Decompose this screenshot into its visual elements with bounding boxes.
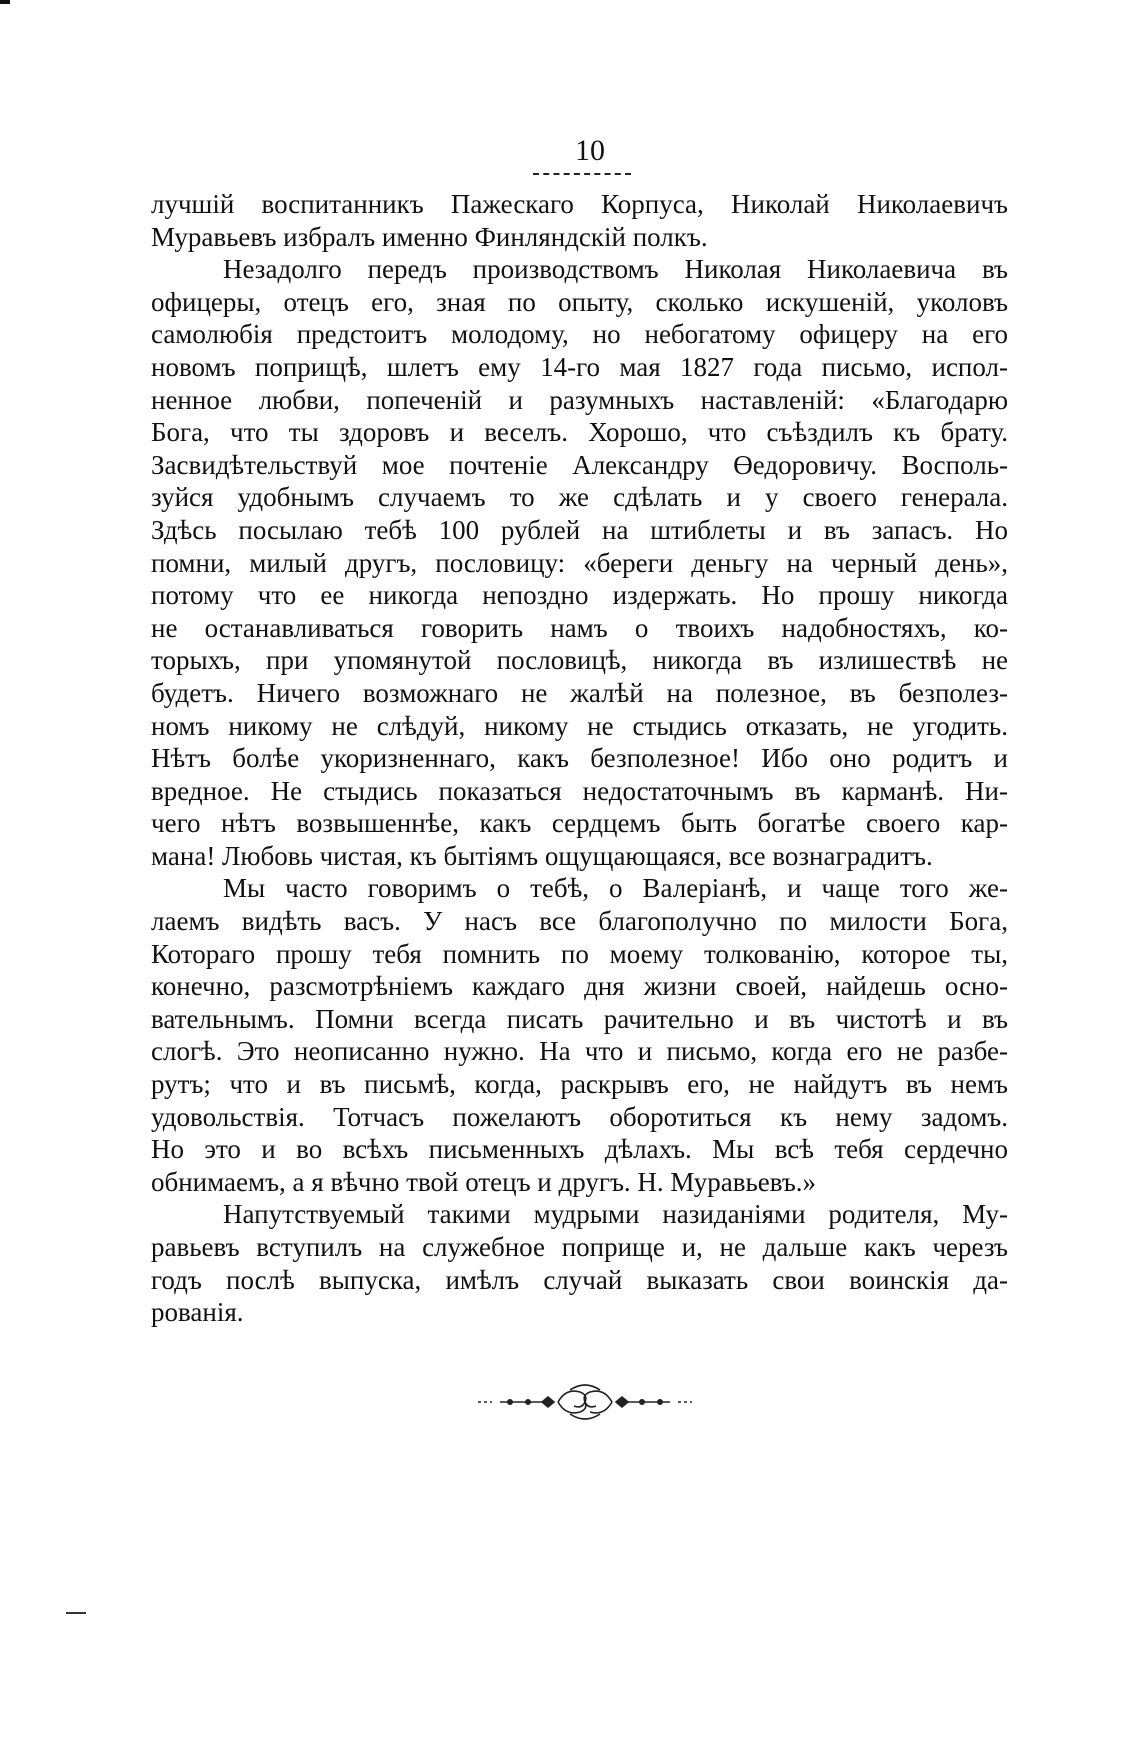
text-line: помни, милый другъ, пословицу: «береги деньгу на черный день», xyxy=(151,547,1008,578)
page-number-rule xyxy=(533,173,631,176)
text-line: самолюбія предстоитъ молодому, но небогатому офицеру на его xyxy=(151,319,1008,350)
scan-corner-mark xyxy=(0,0,10,4)
text-line: Незадолго передъ производствомъ Николая Николаевича въ xyxy=(223,254,1008,285)
text-line: вательнымъ. Помни всегда писать рачительно и въ чистотѣ и въ xyxy=(151,1003,1008,1034)
text-line: Напутствуемый такими мудрыми назиданіями родителя, Му- xyxy=(223,1199,1008,1230)
text-line: обнимаемъ, а я вѣчно твой отецъ и другъ. Н. Муравьевъ.» xyxy=(151,1166,817,1197)
text-line: Здѣсь посылаю тебѣ 100 рублей на штиблеты и въ запасъ. Но xyxy=(151,514,1008,545)
text-line: Засвидѣтельствуй мое почтеніе Александру Өедоровичу. Восполь- xyxy=(151,449,1008,480)
text-line: Но это и во всѣхъ письменныхъ дѣлахъ. Мы всѣ тебя сердечно xyxy=(151,1134,1008,1165)
text-line: ненное любви, попеченій и разумныхъ наставленій: «Благодарю xyxy=(151,384,1008,415)
page-number: 10 xyxy=(575,134,605,167)
text-line: мана! Любовь чистая, къ бытіямъ ощущающаяся, все вознаградитъ. xyxy=(151,840,933,871)
decorative-flourish-icon xyxy=(470,1382,700,1422)
margin-mark xyxy=(66,1612,86,1614)
text-line: потому что ее никогда непоздно издержать. Но прошу никогда xyxy=(151,580,1008,611)
text-line: Бога, что ты здоровъ и веселъ. Хорошо, что съѣздилъ къ брату. xyxy=(151,417,1008,448)
text-line: рутъ; что и въ письмѣ, когда, раскрывъ его, не найдутъ въ немъ xyxy=(151,1069,1008,1100)
text-line: лучшій воспитанникъ Пажескаго Корпуса, Николай Николаевичъ xyxy=(151,189,1008,219)
text-line: новомъ поприщѣ, шлетъ ему 14-го мая 1827 года письмо, испол- xyxy=(151,351,1008,382)
text-line: офицеры, отецъ его, зная по опыту, сколько искушеній, уколовъ xyxy=(151,286,1008,317)
text-line: вредное. Не стыдись показаться недостаточнымъ въ карманѣ. Ни- xyxy=(151,775,1008,806)
text-line: равьевъ вступилъ на служебное поприще и, не дальше какъ черезъ xyxy=(151,1232,1008,1262)
text-line: чего нѣтъ возвышеннѣе, какъ сердцемъ быть богатѣе своего кар- xyxy=(151,808,1008,839)
text-line: конечно, разсмотрѣніемъ каждаго дня жизни своей, найдешь осно- xyxy=(151,971,1008,1002)
text-line: номъ никому не слѣдуй, никому не стыдись отказать, не угодить. xyxy=(151,710,1008,741)
text-line: лаемъ видѣть васъ. У насъ все благополучно по милости Бога, xyxy=(151,906,1008,937)
text-line: слогѣ. Это неописанно нужно. На что и письмо, когда его не разбе- xyxy=(151,1036,1008,1067)
text-line: будетъ. Ничего возможнаго не жалѣй на полезное, въ безполез- xyxy=(151,677,1008,708)
text-line: удовольствія. Тотчасъ пожелаютъ оборотиться къ нему задомъ. xyxy=(151,1101,1008,1132)
text-line: рованія. xyxy=(151,1297,244,1328)
body-text xyxy=(151,188,1008,1329)
text-line: торыхъ, при упомянутой пословицѣ, никогда въ излишествѣ не xyxy=(151,645,1008,676)
text-line: Муравьевъ избралъ именно Финляндскій полкъ. xyxy=(151,221,708,252)
text-line: Нѣтъ болѣе укоризненнаго, какъ безполезное! Ибо оно родитъ и xyxy=(151,743,1008,774)
text-line: Мы часто говоримъ о тебѣ, о Валеріанѣ, и чаще того же- xyxy=(223,873,1008,904)
text-line: не останавливаться говорить намъ о твоихъ надобностяхъ, ко- xyxy=(151,612,1008,643)
text-line: Котораго прошу тебя помнить по моему толкованію, которое ты, xyxy=(151,938,1008,969)
text-line: годъ послѣ выпуска, имѣлъ случай выказать свои воинскія да- xyxy=(151,1264,1008,1295)
text-line: зуйся удобнымъ случаемъ то же сдѣлать и у своего генерала. xyxy=(151,482,1008,513)
